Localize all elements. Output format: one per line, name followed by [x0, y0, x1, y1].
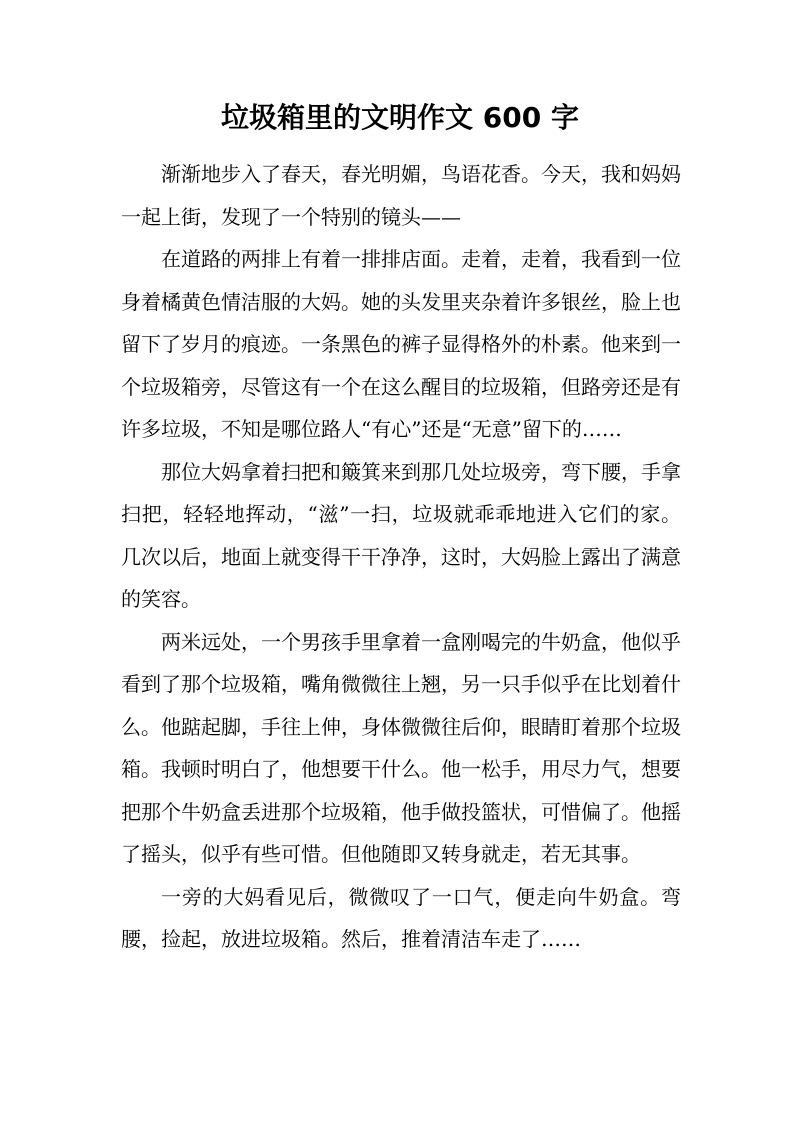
paragraph: 两米远处，一个男孩手里拿着一盒刚喝完的牛奶盒，他似乎看到了那个垃圾箱，嘴角微微往上翘，另一只手似乎在比划着什么。他踮起脚，手往上伸，身体微微往后仰，眼睛盯着那个垃圾箱。我顿时明白了，他想要干什么。他一松手，用尽力气，想要把那个牛奶盒丢进那个垃圾箱，他手做投篮状，可惜偏了。他摇了摇头，似乎有些可惜。但他随即又转身就走，若无其事。	[121, 629, 681, 866]
paragraph: 渐渐地步入了春天，春光明媚，鸟语花香。今天，我和妈妈一起上街，发现了一个特别的镜头——	[121, 162, 681, 229]
paragraph: 那位大妈拿着扫把和簸箕来到那几处垃圾旁，弯下腰，手拿扫把，轻轻地挥动，“滋”一扫，垃圾就乖乖地进入它们的家。几次以后，地面上就变得干干净净，这时，大妈脸上露出了满意的笑容。	[121, 459, 681, 611]
document-body	[121, 153, 681, 961]
paragraph: 一旁的大妈看见后，微微叹了一口气，便走向牛奶盒。弯腰，捡起，放进垃圾箱。然后，推着清洁车走了……	[121, 884, 681, 951]
paragraph: 在道路的两排上有着一排排店面。走着，走着，我看到一位身着橘黄色情洁服的大妈。她的头发里夹杂着许多银丝，脸上也留下了岁月的痕迹。一条黑色的裤子显得格外的朴素。他来到一个垃圾箱旁，尽管这有一个在这么醒目的垃圾箱，但路旁还是有许多垃圾，不知是哪位路人“有心”还是“无意”留下的……	[121, 247, 681, 441]
document-title: 垃圾箱里的文明作文 600 字	[221, 101, 579, 134]
